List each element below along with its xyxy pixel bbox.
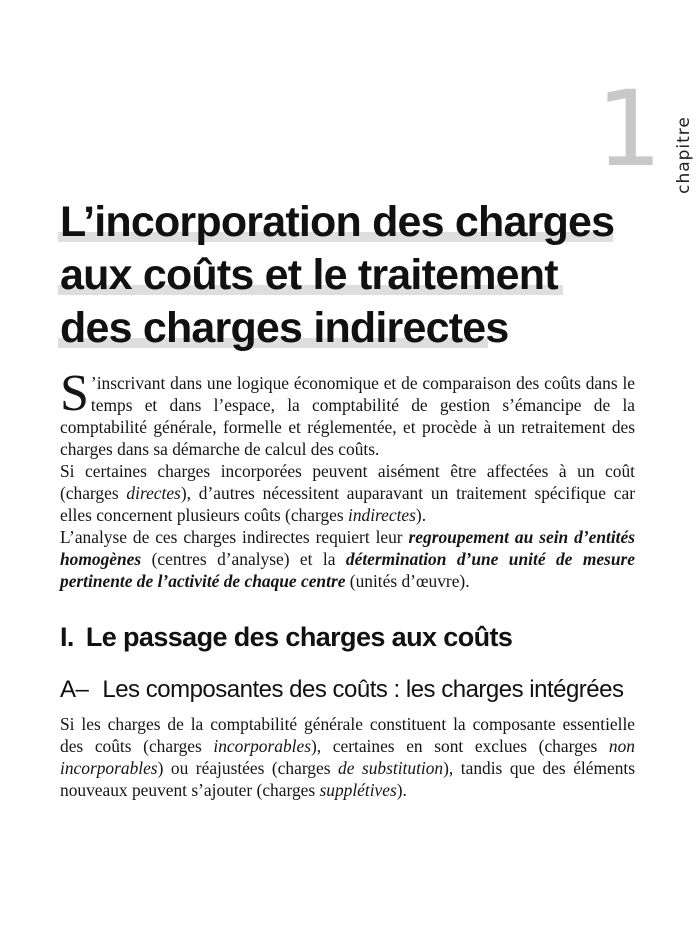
intro-text <box>60 365 635 592</box>
chapter-label: chapitre <box>674 116 694 194</box>
chapter-marker <box>590 68 694 195</box>
section-heading-1: I. Le passage des charges aux coûts <box>60 622 513 652</box>
title-line-1: L’incorporation des charges <box>60 198 615 246</box>
drop-cap: S <box>60 365 89 422</box>
title-line-2: aux coûts et le traitement <box>60 249 614 302</box>
intro-paragraph-2: Si certaines charges incorporées peuvent aisément être affectées à un coût (charges directes), d’autres nécessitent auparavant un traitement spécifique car elles concernent plusieurs coûts (charges indirectes). <box>60 461 635 525</box>
section-a-paragraph: Si les charges de la comptabilité générale constituent la composante essentielle des coûts (charges incorporables), certaines en sont exclues (charges non incorporables) ou réajustées (charges de substitution), tandis que des éléments nouveaux peuvent s’ajouter (charges supplétives). <box>60 714 636 800</box>
chapter-number: 1 <box>596 68 663 190</box>
intro-paragraph-3: L’analyse de ces charges indirectes requiert leur regroupement au sein d’entités homogènes (centres d’analyse) et la détermination d’une unité de mesure pertinente de l’activité de chaque centre (unités d’œuvre). <box>60 527 635 591</box>
title-line-3: des charges indirectes <box>60 304 509 352</box>
subsection-heading-a: A– Les composantes des coûts : les charges intégrées <box>60 676 624 703</box>
intro-paragraph-1: S ’inscrivant dans une logique économique et de comparaison des coûts dans le temps et dans l’espace, la comptabilité de gestion s’émancipe de la comptabilité générale, formelle et réglementée, et procède à un retraitement des charges dans sa démarche de calcul des coûts. <box>60 365 635 459</box>
chapter-title <box>60 196 614 355</box>
